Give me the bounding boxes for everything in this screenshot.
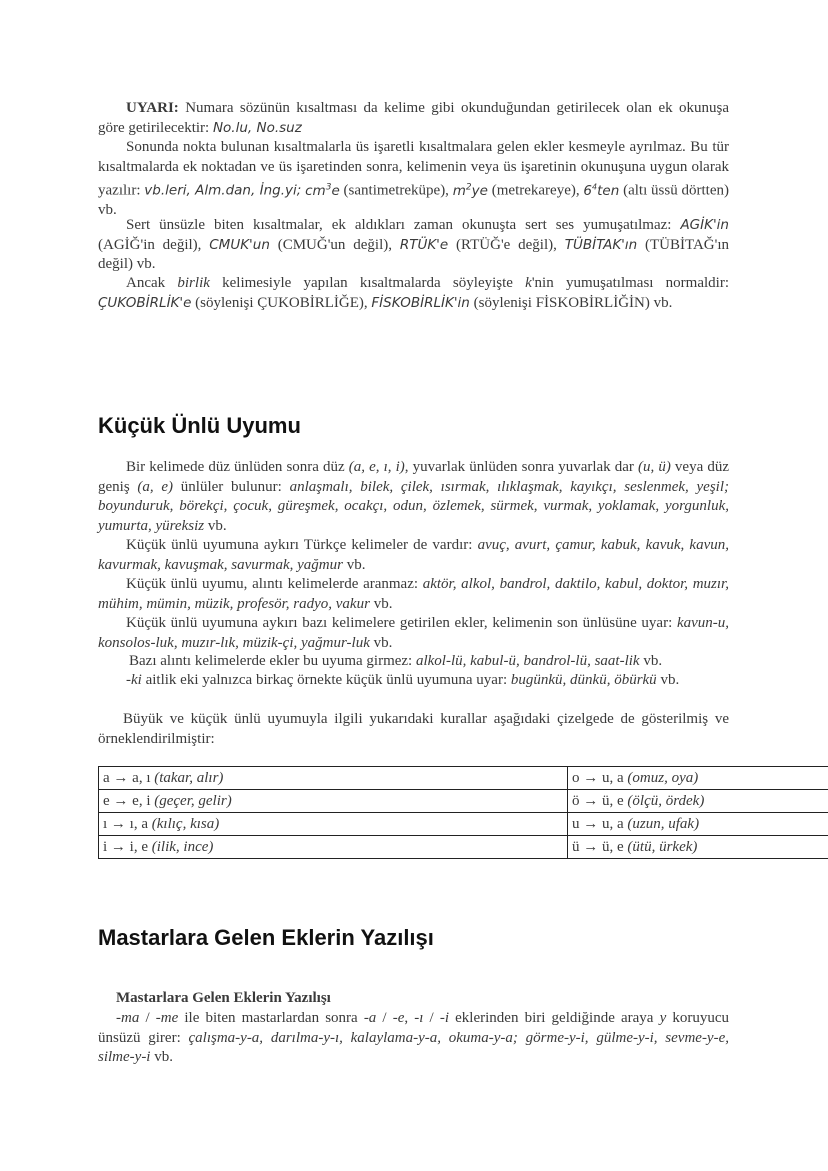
ki-suffix-paragraph: -ki aitlik eki yalnızca birkaç örnekte küçük ünlü uyumuna uyar: bugünkü, dünkü, öbürkü vb. bbox=[126, 672, 680, 688]
warning-examples: No.lu, No.suz bbox=[212, 119, 302, 136]
table-intro-paragraph: Büyük ve küçük ünlü uyumuyla ilgili yukarıdaki kurallar aşağıdaki çizelgede de gösterilmiş ve örneklendirilmiştir: bbox=[98, 711, 729, 747]
table-cell-right: ö → ü, e (ölçü, ördek) bbox=[568, 790, 828, 813]
table-row bbox=[99, 790, 828, 813]
table-cell-left: a → a, ı (takar, alır) bbox=[99, 767, 568, 790]
vowel-harmony-table bbox=[98, 766, 828, 859]
tubitak-example: TÜBİTAK'ın bbox=[564, 236, 638, 253]
ki-suffix: -ki bbox=[126, 672, 142, 688]
m-example: $m^2ye$ bbox=[452, 182, 488, 199]
m-reading: (metrekareye), bbox=[487, 182, 584, 199]
table-row bbox=[99, 836, 828, 859]
hard-consonant-text: Sert ünsüzle biten kısaltmalar, ek aldıkları zaman okunuşta sert ses yumuşatılmaz: bbox=[126, 217, 681, 233]
table-cell-left: i → i, e (ilik, ince) bbox=[99, 836, 568, 859]
warning-paragraph bbox=[98, 99, 729, 138]
subheading-mastarlar: Mastarlara Gelen Eklerin Yazılışı bbox=[116, 990, 331, 1006]
tubitak-note: (TÜBİTAĞ'ın değil) vb. bbox=[98, 236, 729, 272]
table-cell-left: ı → ı, a (kılıç, kısa) bbox=[99, 813, 568, 836]
loanwords-paragraph: Küçük ünlü uyumu, alıntı kelimelerde aranmaz: aktör, alkol, bandrol, daktilo, kabul, doktor, muzır, mühim, mümin, müzik, profesör, radyo, vakur vb. bbox=[98, 576, 729, 612]
cmuk-example: CMUK'un bbox=[209, 236, 270, 253]
cukobirlik-example: ÇUKOBİRLİK'e bbox=[98, 294, 192, 311]
table-cell-left: e → e, i (geçer, gelir) bbox=[99, 790, 568, 813]
fiskobirlik-example: FİSKOBİRLİK'in bbox=[371, 294, 470, 311]
loan-suffix-paragraph: Bazı alıntı kelimelerde ekler bu uyuma girmez: alkol-lü, kabul-ü, bandrol-lü, saat-lik vb. bbox=[129, 653, 663, 669]
table-cell-right: u → u, a (uzun, ufak) bbox=[568, 813, 828, 836]
ki-suffix-examples: bugünkü, dünkü, öbürkü bbox=[510, 672, 657, 688]
k-letter: k bbox=[525, 275, 532, 291]
suffix-rule-paragraph: Küçük ünlü uyumuna aykırı bazı kelimelere getirilen ekler, kelimenin son ünlüsüne uyar: kavun-u, konsolos-luk, muzır-lık, müzik-çi, yağmur-luk vb. bbox=[98, 615, 729, 651]
agik-example: AGİK'in bbox=[680, 217, 729, 233]
agik-note: (AGİĞ'in değil), bbox=[98, 236, 210, 253]
six-example: $6^4ten$ bbox=[583, 182, 620, 199]
rtuk-example: RTÜK'e bbox=[399, 236, 449, 253]
cm-example: $cm^3e$ bbox=[305, 182, 340, 199]
cm-reading: (santimetreküpe), bbox=[339, 182, 453, 199]
section-heading-kucuk-unlu-uyumu: Küçük Ünlü Uyumu bbox=[98, 413, 301, 438]
rtuk-note: (RTÜĞ'e değil), bbox=[448, 236, 565, 253]
hard-consonant-paragraph bbox=[98, 216, 729, 275]
suffix-rule-examples: kavun-u, konsolos-luk, muzır-lık, müzik-çi, yağmur-luk bbox=[98, 615, 729, 651]
loan-suffix-examples: alkol-lü, kabul-ü, bandrol-lü, saat-lik bbox=[415, 653, 640, 669]
vowel-harmony-rule-paragraph: Bir kelimede düz ünlüden sonra düz (a, e, ı, i), yuvarlak ünlüden sonra yuvarlak dar (u, ü) veya düz geniş (a, e) ünlüler bulunur: anlaşmalı, bilek, çilek, ısırmak, ılıklaşmak, kayıkçı, seslenmek, yeşil; boyunduruk, börekçi, çocuk, güreşmek, ocakçı, odun, özlemek, sürmek, vurmak, yoklamak, yorgunluk, yumurta, yüreksiz vb. bbox=[98, 459, 730, 534]
table-cell-right: o → u, a (omuz, oya) bbox=[568, 767, 828, 790]
warning-text: Numara sözünün kısaltması da kelime gibi okunduğundan getirilecek olan ek okunuşa göre getirilecektir: bbox=[98, 100, 729, 136]
warning-label: UYARI: bbox=[126, 100, 179, 116]
birlik-paragraph: Ancak birlik kelimesiyle yapılan kısaltmalarda söyleyişte k'nin yumuşatılması normaldir: ÇUKOBİRLİK'e (söylenişi ÇUKOBİRLİĞE), FİSKOBİRLİK'in (söylenişi FİSKOBİRLİĞİN) vb. bbox=[98, 275, 729, 311]
exceptions-paragraph: Küçük ünlü uyumuna aykırı Türkçe kelimeler de vardır: avuç, avurt, çamur, kabuk, kavuk, kavun, kavurmak, kavuşmak, savurmak, yağmur vb. bbox=[98, 537, 730, 573]
vowel-harmony-examples: anlaşmalı, bilek, çilek, ısırmak, ılıklaşmak, kayıkçı, seslenmek, yeşil; boyunduruk, börekçi, çocuk, güreşmek, ocakçı, odun, özlemek, sürmek, vurmak, yoklamak, yorgunluk, yumurta, yüreksiz bbox=[98, 478, 730, 534]
section-heading-mastarlar: Mastarlara Gelen Eklerin Yazılışı bbox=[98, 925, 434, 950]
abbreviation-dot-paragraph bbox=[98, 138, 729, 221]
table-row bbox=[99, 767, 828, 790]
table-cell-right: ü → ü, e (ütü, ürkek) bbox=[568, 836, 828, 859]
birlik-word: birlik bbox=[177, 275, 210, 291]
abbreviation-dot-examples: vb.leri, Alm.dan, İng.yi; bbox=[144, 182, 302, 199]
loanwords-examples: aktör, alkol, bandrol, daktilo, kabul, doktor, muzır, mühim, mümin, müzik, profesör, radyo, vakur bbox=[98, 576, 729, 612]
exceptions-examples: avuç, avurt, çamur, kabuk, kavuk, kavun, kavurmak, kavuşmak, savurmak, yağmur bbox=[98, 537, 730, 573]
abbreviation-dot-text: Sonunda nokta bulunan kısaltmalarla üs işaretli kısaltmalara gelen ekler kesmeyle ayrılmaz. Bu tür kısaltmalarda ek noktadan ve üs işaretinden sonra, kelimenin veya üs işaretinin okunuşuna uygun olarak yazılır: bbox=[98, 139, 729, 199]
table-row bbox=[99, 813, 828, 836]
infinitive-paragraph: -ma / -me ile biten mastarlardan sonra -a / -e, -ı / -i eklerinden biri geldiğinde araya y koruyucu ünsüzü girer: çalışma-y-a, darılma-y-ı, kalaylama-y-a, okuma-y-a; görme-y-i, gülme-y-i, sevme-y-e, silme-y-i vb. bbox=[98, 1010, 730, 1065]
cmuk-note: (CMUĞ'un değil), bbox=[269, 236, 400, 253]
infinitive-examples: çalışma-y-a, darılma-y-ı, kalaylama-y-a, okuma-y-a; görme-y-i, gülme-y-i, sevme-y-e, silme-y-i bbox=[98, 1029, 729, 1065]
six-reading: (altı üssü dörtten) vb. bbox=[98, 182, 730, 218]
